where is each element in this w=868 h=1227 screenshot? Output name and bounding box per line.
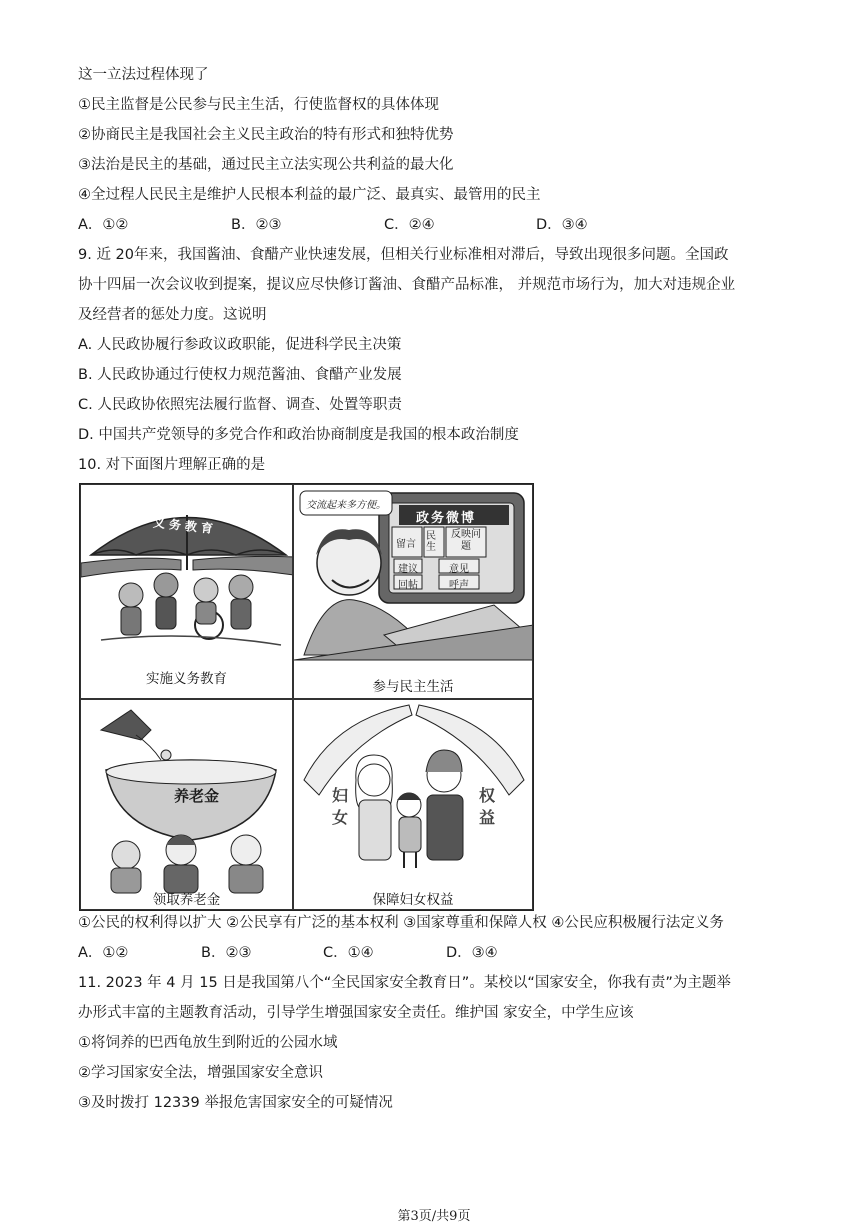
q9-stem-line-3: 及经营者的惩处力度。这说明 [78, 307, 267, 323]
picture-pension [80, 699, 293, 910]
q11-statement-2: ②学习国家安全法，增强国家安全意识 [78, 1065, 323, 1081]
q10-stem: 10. 对下面图片理解正确的是 [78, 457, 266, 473]
q11-stem-line-1: 11. 2023 年 4 月 15 日是我国第八个“全民国家安全教育日”。某校以“国家安全，你我有责”为主题举 [78, 975, 731, 991]
women-text: 妇女 [332, 786, 349, 827]
picture-womens-rights [293, 699, 533, 910]
q9-stem-line-2: 协十四届一次会议收到提案，提议应尽快修订酱油、食醋产品标准， 并规范市场行为，加大对违规企业 [78, 277, 736, 293]
q10-option-d: D．③④ [446, 945, 498, 961]
screen-liuyan: 留言 [396, 539, 416, 550]
q11-statement-3: ③及时拨打 12339 举报危害国家安全的可疑情况 [78, 1095, 393, 1111]
q8-stem-end: 这一立法过程体现了 [78, 67, 209, 83]
q8-statement-3: ③法治是民主的基础，通过民主立法实现公共利益的最大化 [78, 157, 454, 173]
q11-statement-1: ①将饲养的巴西龟放生到附近的公园水域 [78, 1035, 338, 1051]
q8-option-b: B．②③ [231, 217, 282, 233]
q8-option-d: D．③④ [536, 217, 588, 233]
caption-pension: 领取养老金 [152, 892, 221, 908]
page-footer: 第3页/共9页 [397, 1209, 471, 1224]
q8-statement-4: ④全过程人民民主是维护人民根本利益的最广泛、最真实、最管用的民主 [78, 187, 541, 203]
screen-fanying: 反映问题 [451, 529, 481, 552]
rights-text: 权益 [479, 786, 496, 827]
caption-womens-rights: 保障妇女权益 [372, 892, 454, 908]
q10-option-c: C．①④ [323, 945, 374, 961]
q9-option-b: B. 人民政协通过行使权力规范酱油、食醋产业发展 [78, 367, 402, 383]
q9-option-a: A. 人民政协履行参政议政职能，促进科学民主决策 [78, 337, 402, 353]
q8-statement-2: ②协商民主是我国社会主义民主政治的特有形式和独特优势 [78, 127, 454, 143]
caption-compulsory-education: 实施义务教育 [146, 671, 227, 687]
q9-stem-line-1: 9. 近 20年来，我国酱油、食醋产业快速发展，但相关行业标准相对滞后，导致出现很多问题。全国政 [78, 247, 729, 263]
q9-option-c: C. 人民政协依照宪法履行监督、调查、处置等职责 [78, 397, 402, 413]
q10-picture-grid [79, 483, 534, 911]
picture-compulsory-education [80, 484, 293, 699]
q8-option-a: A．①② [78, 217, 129, 233]
q10-option-a: A．①② [78, 945, 129, 961]
q9-option-d: D. 中国共产党领导的多党合作和政治协商制度是我国的根本政治制度 [78, 427, 519, 443]
q8-statement-1: ①民主监督是公民参与民主生活，行使监督权的具体体现 [78, 97, 439, 113]
screen-title: 政务微博 [416, 511, 477, 526]
screen-yijian: 意见 [449, 564, 469, 575]
umbrella-text: 义务教育 [152, 515, 218, 537]
speech-bubble-text: 交流起来多方便。 [306, 500, 386, 511]
screen-huitie: 回帖 [398, 580, 418, 591]
screen-jianyi: 建议 [398, 564, 418, 575]
bowl-text: 养老金 [174, 787, 220, 805]
q8-option-c: C．②④ [384, 217, 435, 233]
microblog-computer-illustration [294, 485, 533, 699]
screen-minsheng: 民生 [426, 531, 436, 553]
caption-democratic-life: 参与民主生活 [372, 679, 454, 695]
q11-stem-line-2: 办形式丰富的主题教育活动，引导学生增强国家安全责任。维护国 家安全，中学生应该 [78, 1005, 634, 1021]
picture-democratic-life [293, 484, 533, 699]
q10-statements: ①公民的权利得以扩大 ②公民享有广泛的基本权利 ③国家尊重和保障人权 ④公民应积极履行法定义务 [78, 915, 724, 931]
screen-husheng: 呼声 [449, 580, 469, 591]
q10-option-b: B．②③ [201, 945, 252, 961]
protecting-hands-illustration [294, 700, 533, 910]
